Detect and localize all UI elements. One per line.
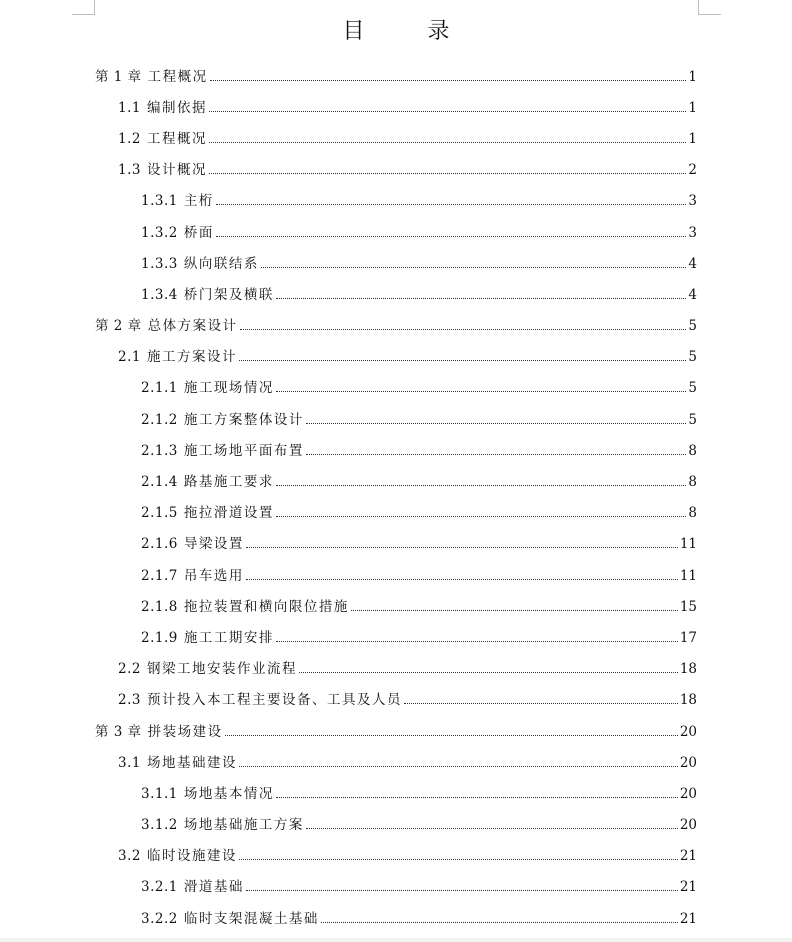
toc-entry-line: [0, 283, 792, 303]
toc-entry-line: [0, 657, 792, 677]
toc-entry-page-number: 5: [688, 380, 697, 397]
toc-entry-page-number: 15: [679, 598, 697, 615]
toc-entry-label: 预计投入本工程主要设备、工具及人员: [146, 692, 402, 709]
toc-entry-line: [0, 189, 792, 209]
toc-entry-label: 滑道基础: [183, 879, 244, 896]
toc-entry-label: 场地基础施工方案: [183, 817, 304, 834]
toc-entry-label: 施工方案整体设计: [183, 411, 304, 428]
toc-dot-leader: [276, 641, 678, 642]
toc-entry-label: 拼装场建设: [147, 723, 223, 740]
toc-entry[interactable]: [0, 683, 792, 714]
toc-entry-label: 路基施工要求: [183, 474, 274, 491]
toc-entry-label: 拖拉装置和横向限位措施: [183, 598, 349, 615]
toc-dot-leader: [276, 516, 687, 517]
toc-entry[interactable]: [0, 153, 792, 184]
toc-entry-line: [0, 813, 792, 833]
toc-entry-label: 施工工期安排: [183, 629, 274, 646]
toc-entry-page-number: 8: [688, 474, 697, 491]
toc-dot-leader: [306, 454, 687, 455]
toc-entry-number: 第 1 章: [95, 68, 142, 85]
toc-entry-line: [0, 532, 792, 552]
toc-entry-label: 工程概况: [147, 68, 208, 85]
toc-entry-page-number: 1: [688, 99, 697, 116]
toc-dot-leader: [239, 360, 686, 361]
toc-entry-line: [0, 564, 792, 584]
toc-entry-number: 2.1.2: [141, 411, 178, 428]
toc-dot-leader: [276, 485, 687, 486]
toc-dot-leader: [240, 329, 687, 330]
toc-dot-leader: [216, 204, 687, 205]
toc-entry-label: 工程概况: [146, 130, 207, 147]
toc-entry-page-number: 21: [679, 879, 697, 896]
toc-entry-page-number: 11: [679, 567, 697, 584]
toc-entry[interactable]: [0, 371, 792, 402]
toc-entry-page-number: 3: [688, 193, 697, 210]
toc-dot-leader: [246, 579, 678, 580]
toc-entry-page-number: 4: [688, 286, 697, 303]
toc-entry-line: [0, 875, 792, 895]
toc-dot-leader: [209, 173, 686, 174]
toc-entry[interactable]: [0, 90, 792, 121]
toc-dot-leader: [351, 610, 678, 611]
toc-entry[interactable]: [0, 589, 792, 620]
toc-entry[interactable]: [0, 496, 792, 527]
toc-dot-leader: [225, 735, 678, 736]
toc-entry-number: 2.1.8: [141, 598, 178, 615]
toc-entry-label: 临时支架混凝土基础: [183, 910, 319, 927]
toc-dot-leader: [209, 111, 686, 112]
toc-entry[interactable]: [0, 620, 792, 651]
toc-entry-label: 吊车选用: [183, 567, 244, 584]
toc-entry-number: 1.3.3: [141, 255, 178, 272]
toc-entry-line: [0, 221, 792, 241]
toc-entry-line: [0, 252, 792, 272]
toc-entry-number: 2.1.6: [141, 536, 178, 553]
toc-dot-leader: [210, 80, 687, 81]
toc-entry-page-number: 1: [688, 68, 697, 85]
toc-entry[interactable]: [0, 870, 792, 901]
toc-entry-line: [0, 376, 792, 396]
toc-entry-number: 2.2: [118, 661, 141, 678]
toc-entry[interactable]: [0, 901, 792, 932]
toc-entry-page-number: 18: [679, 661, 697, 678]
table-of-contents: [0, 59, 792, 932]
toc-entry-page-number: 5: [688, 318, 697, 335]
toc-entry-line: [0, 158, 792, 178]
toc-entry-number: 1.3.4: [141, 286, 178, 303]
page-bottom-edge: [0, 938, 792, 942]
crop-mark-top-right: [698, 0, 721, 15]
toc-entry[interactable]: [0, 714, 792, 745]
toc-entry-line: [0, 907, 792, 927]
toc-entry[interactable]: [0, 464, 792, 495]
toc-entry[interactable]: [0, 246, 792, 277]
toc-entry-label: 导梁设置: [183, 536, 244, 553]
toc-entry-line: [0, 501, 792, 521]
toc-entry-page-number: 8: [688, 505, 697, 522]
toc-entry-number: 1.3.1: [141, 193, 178, 210]
toc-entry-number: 1.3: [118, 162, 141, 179]
toc-entry-label: 临时设施建设: [146, 848, 237, 865]
toc-entry-line: [0, 626, 792, 646]
toc-dot-leader: [216, 236, 687, 237]
toc-entry-page-number: 20: [679, 785, 697, 802]
toc-entry-page-number: 21: [679, 910, 697, 927]
toc-entry-label: 纵向联结系: [183, 255, 259, 272]
toc-entry[interactable]: [0, 745, 792, 776]
toc-entry-line: [0, 844, 792, 864]
toc-entry-page-number: 2: [688, 162, 697, 179]
toc-entry-line: [0, 782, 792, 802]
toc-entry-label: 施工方案设计: [146, 349, 237, 366]
toc-entry-label: 拖拉滑道设置: [183, 505, 274, 522]
toc-entry-line: [0, 439, 792, 459]
toc-entry-line: [0, 595, 792, 615]
toc-entry-line: [0, 127, 792, 147]
toc-dot-leader: [404, 703, 678, 704]
toc-entry[interactable]: [0, 309, 792, 340]
toc-entry-page-number: 8: [688, 442, 697, 459]
toc-entry[interactable]: [0, 776, 792, 807]
toc-entry-page-number: 3: [688, 224, 697, 241]
toc-entry[interactable]: [0, 215, 792, 246]
toc-entry-line: [0, 720, 792, 740]
toc-entry-page-number: 20: [679, 723, 697, 740]
toc-dot-leader: [239, 859, 678, 860]
toc-dot-leader: [276, 391, 687, 392]
toc-dot-leader: [239, 766, 678, 767]
toc-entry-number: 2.1.7: [141, 567, 178, 584]
toc-dot-leader: [209, 142, 686, 143]
toc-entry-label: 编制依据: [146, 99, 207, 116]
toc-entry-number: 1.2: [118, 130, 141, 147]
toc-entry-label: 场地基础建设: [146, 754, 237, 771]
toc-entry-page-number: 1: [688, 130, 697, 147]
toc-entry-number: 2.1.5: [141, 505, 178, 522]
toc-entry-page-number: 20: [679, 817, 697, 834]
toc-entry-line: [0, 314, 792, 334]
toc-entry-page-number: 18: [679, 692, 697, 709]
toc-entry[interactable]: [0, 808, 792, 839]
toc-entry-page-number: 21: [679, 848, 697, 865]
toc-entry-page-number: 17: [679, 629, 697, 646]
toc-entry-label: 设计概况: [146, 162, 207, 179]
toc-dot-leader: [276, 298, 687, 299]
toc-entry[interactable]: [0, 433, 792, 464]
toc-dot-leader: [276, 797, 678, 798]
toc-entry-label: 桥门架及横联: [183, 286, 274, 303]
toc-entry-page-number: 5: [688, 349, 697, 366]
toc-entry-number: 第 2 章: [95, 318, 142, 335]
toc-entry[interactable]: [0, 59, 792, 90]
toc-dot-leader: [299, 672, 678, 673]
toc-entry-number: 3.1.2: [141, 817, 178, 834]
toc-dot-leader: [261, 267, 687, 268]
toc-dot-leader: [321, 922, 678, 923]
toc-entry[interactable]: [0, 527, 792, 558]
toc-dot-leader: [306, 423, 687, 424]
toc-dot-leader: [246, 547, 678, 548]
toc-entry[interactable]: [0, 184, 792, 215]
toc-entry[interactable]: [0, 652, 792, 683]
toc-entry-line: [0, 470, 792, 490]
toc-entry-line: [0, 751, 792, 771]
toc-dot-leader: [246, 890, 678, 891]
toc-entry[interactable]: [0, 558, 792, 589]
toc-entry-line: [0, 96, 792, 116]
toc-entry-number: 3.2.2: [141, 910, 178, 927]
toc-entry-line: [0, 408, 792, 428]
toc-entry[interactable]: [0, 839, 792, 870]
toc-entry[interactable]: [0, 121, 792, 152]
toc-entry-label: 桥面: [183, 224, 214, 241]
toc-entry-number: 3.2: [118, 848, 141, 865]
toc-entry-page-number: 20: [679, 754, 697, 771]
toc-entry-number: 2.1.9: [141, 629, 178, 646]
toc-entry-line: [0, 345, 792, 365]
toc-entry-number: 1.1: [118, 99, 141, 116]
toc-entry[interactable]: [0, 340, 792, 371]
toc-entry-line: [0, 688, 792, 708]
toc-entry-label: 场地基本情况: [183, 785, 274, 802]
toc-entry-number: 1.3.2: [141, 224, 178, 241]
toc-entry-label: 主桁: [183, 193, 214, 210]
toc-entry-page-number: 11: [679, 536, 697, 553]
toc-entry-number: 3.1.1: [141, 785, 178, 802]
toc-entry-number: 3.1: [118, 754, 141, 771]
crop-mark-top-left: [72, 0, 95, 15]
toc-title: 目 录: [342, 19, 478, 44]
toc-entry-label: 施工场地平面布置: [183, 442, 304, 459]
toc-entry[interactable]: [0, 277, 792, 308]
toc-entry-page-number: 5: [688, 411, 697, 428]
toc-entry-label: 总体方案设计: [147, 318, 238, 335]
toc-entry-number: 3.2.1: [141, 879, 178, 896]
toc-entry[interactable]: [0, 402, 792, 433]
toc-entry-line: [0, 65, 792, 85]
toc-entry-number: 2.3: [118, 692, 141, 709]
toc-entry-number: 2.1.1: [141, 380, 178, 397]
toc-entry-number: 2.1: [118, 349, 141, 366]
toc-entry-page-number: 4: [688, 255, 697, 272]
toc-entry-number: 第 3 章: [95, 723, 142, 740]
toc-entry-number: 2.1.4: [141, 474, 178, 491]
toc-dot-leader: [306, 828, 678, 829]
toc-entry-label: 施工现场情况: [183, 380, 274, 397]
toc-entry-label: 钢梁工地安装作业流程: [146, 661, 297, 678]
toc-entry-number: 2.1.3: [141, 442, 178, 459]
